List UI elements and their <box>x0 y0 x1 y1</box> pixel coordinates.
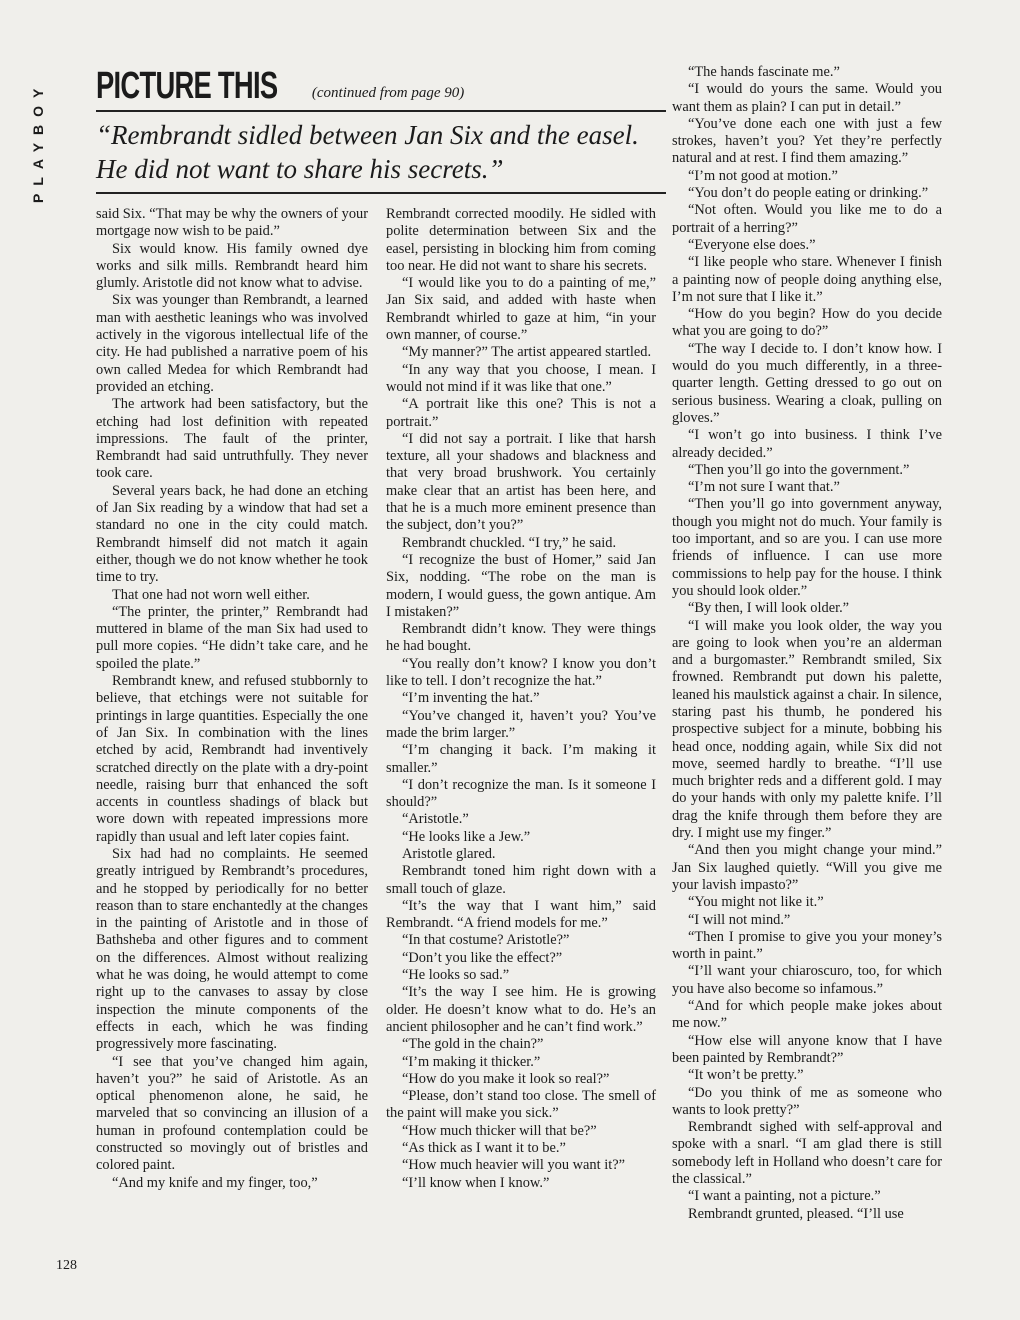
header-rule-top <box>96 110 666 112</box>
paragraph: That one had not worn well either. <box>112 586 310 603</box>
paragraph: “And my knife and my finger, too,” <box>112 1174 318 1191</box>
paragraph: “A portrait like this one? This is not a portrait.” <box>386 396 656 430</box>
paragraph: “He looks like a Jew.” <box>402 828 531 845</box>
paragraph: “I won’t go into business. I think I’ve already decided.” <box>672 427 942 461</box>
paragraph: “Then you’ll go into government anyway, though you might not do much. Your family is too important, and so are you. I can use more friends of influence. I can use more commissions to help pay for the house. I think you should look older.” <box>672 496 942 599</box>
paragraph: “The gold in the chain?” <box>402 1036 544 1053</box>
paragraph: “The hands fascinate me.” <box>688 64 840 80</box>
text-column-3 <box>672 64 942 1223</box>
paragraph: “I’m not sure I want that.” <box>688 479 840 496</box>
paragraph: Six was younger than Rembrandt, a learned man with aesthetic leanings who was involved actively in the vigorous intellectual life of the city. He had published a narrative poem of his own called Medea for which Rembrandt had provided an etching. <box>96 292 368 395</box>
paragraph: “I’m not good at motion.” <box>688 167 838 184</box>
paragraph: “It’s the way that I want him,” said Rembrandt. “A friend models for me.” <box>386 897 656 932</box>
paragraph: Aristotle glared. <box>402 845 496 862</box>
paragraph: “I did not say a portrait. I like that harsh texture, all your shadows and blackness and that very broad brushwork. You certainly make clear that an artist has been here, and that he is a much more eminent presence than the subject, don’t you?” <box>386 430 656 534</box>
paragraph: “It’s the way I see him. He is growing older. He doesn’t know what to do. He’s an ancient philosopher and he can’t find work.” <box>386 984 656 1035</box>
paragraph: The artwork had been satisfactory, but the etching had lost definition with repeated impressions. The fault of the printer, Rembrandt had said untruthfully. They never took care. <box>96 396 368 482</box>
paragraph: “I will not mind.” <box>688 911 791 928</box>
paragraph: “The way I decide to. I don’t know how. I would do you much differently, in a three-quarter length. Getting dressed to go out on serious business. Wearing a cloak, pulling on gloves.” <box>672 340 942 426</box>
paragraph: “Do you think of me as someone who wants to look pretty?” <box>672 1084 942 1118</box>
paragraph: “I’ll want your chiaroscuro, too, for which you have also become so infamous.” <box>672 963 942 997</box>
paragraph: “How else will anyone know that I have been painted by Rembrandt?” <box>672 1032 942 1066</box>
paragraph: “And then you might change your mind.” Jan Six laughed quietly. “Will you give me your lavish impasto?” <box>672 842 942 893</box>
text-column-1 <box>96 206 368 1192</box>
pull-quote: “Rembrandt sidled between Jan Six and the easel. He did not want to share his secrets.” <box>96 120 639 184</box>
paragraph: “By then, I will look older.” <box>688 600 850 617</box>
paragraph: “Not often. Would you like me to do a portrait of a herring?” <box>672 202 942 236</box>
paragraph: “Don’t you like the effect?” <box>402 949 563 966</box>
paragraph: “I like people who stare. Whenever I finish a painting now of people doing anything else, I’m not sure that I like it.” <box>672 254 942 305</box>
paragraph: “I see that you’ve changed him again, haven’t you?” he said of Aristotle. As an optical phenomenon alone, he said, he marveled that so convincing an illusion of a human in profound contemplation could be constructed so movingly out of bristles and colored paint. <box>96 1053 368 1174</box>
magazine-name-vertical: PLAYBOY <box>30 80 46 204</box>
paragraph: Rembrandt toned him right down with a small touch of glaze. <box>386 863 656 897</box>
paragraph: “I’ll know when I know.” <box>402 1174 550 1191</box>
paragraph: “You’ve changed it, haven’t you? You’ve made the brim larger.” <box>386 707 656 741</box>
paragraph: “He looks so sad.” <box>402 967 510 984</box>
paragraph: “I don’t recognize the man. Is it someone I should?” <box>386 776 656 811</box>
paragraph: Rembrandt corrected moodily. He sidled with polite determination between Six and the easel, persisting in blocking him from coming too near. He did not want to share his secrets. <box>386 206 656 274</box>
paragraph: “I’m inventing the hat.” <box>402 690 540 707</box>
paragraph: Rembrandt knew, and refused stubbornly to believe, that etchings were not suitable for printings in large quantities. Especially the one of Jan Six. In combination with the lines etched by acid, Rembrandt had inventively scratched directly on the plate with a dry-point needle, raising burr that enhanced the soft accents in countless shadings of black but wore down with repeated impressions more rapidly than usual and left later copies faint. <box>96 673 368 845</box>
paragraph: “I’m making it thicker.” <box>402 1053 541 1070</box>
paragraph: “Then I promise to give you your money’s worth in paint.” <box>672 928 942 963</box>
paragraph: “I would do yours the same. Would you want them as plain? I can put in detail.” <box>672 81 942 115</box>
paragraph: “You might not like it.” <box>688 894 824 911</box>
continued-note: (continued from page 90) <box>311 85 465 101</box>
title-line <box>96 66 666 106</box>
paragraph: “As thick as I want it to be.” <box>402 1140 566 1157</box>
paragraph: “In any way that you choose, I mean. I would not mind if it was like that one.” <box>386 361 656 395</box>
paragraph: “You really don’t know? I know you don’t like to tell. I don’t recognize the hat.” <box>386 655 656 690</box>
paragraph: “My manner?” The artist appeared startled. <box>402 344 652 361</box>
paragraph: “I would like you to do a painting of me,” Jan Six said, and added with haste when Rembrandt whirled to gaze at him, “in your own manner, of course.” <box>386 275 656 344</box>
paragraph: “And for which people make jokes about me now.” <box>672 998 942 1032</box>
paragraph: “You’ve done each one with just a few strokes, haven’t you? Yet they’re perfectly natural and at rest. I find them amazing.” <box>672 115 942 167</box>
paragraph: Rembrandt grunted, pleased. “I’ll use <box>688 1205 904 1222</box>
paragraph: “You don’t do people eating or drinking.” <box>688 185 929 202</box>
paragraph: “Then you’ll go into the government.” <box>688 461 910 478</box>
paragraph: “How much heavier will you want it?” <box>402 1157 625 1174</box>
paragraph: “I will make you look older, the way you are going to look when you’re an alderman and a burgomaster.” Rembrandt smiled, Six frowned. Rembrandt put down his palette, leaned his maulstick against a chair. In silence, staring past his thumb, he pondered his prospective subject for a minute, bobbing his head once, nodding again, while Six did not move, seemed hardly to breathe. “I’ll use much brighter reds and a different gold. I may do your hands with only my palette knife. I’ll drag the knife through them before they are dry. I might use my finger.” <box>672 617 942 842</box>
header-rule-bottom <box>96 192 666 194</box>
paragraph: Six would know. His family owned dye works and silk mills. Rembrandt heard him glumly. Aristotle did not know what to advise. <box>96 240 368 292</box>
page-number: 128 <box>56 1258 77 1273</box>
paragraph: “The printer, the printer,” Rembrandt had muttered in blame of the man Six had used to pull more copies. “He didn’t take care, and he spoiled the plate.” <box>96 603 368 672</box>
paragraph: Rembrandt didn’t know. They were things he had bought. <box>386 621 656 655</box>
paragraph: said Six. “That may be why the owners of your mortgage now wish to be paid.” <box>96 206 368 240</box>
paragraph: “It won’t be pretty.” <box>688 1067 804 1084</box>
paragraph: “In that costume? Aristotle?” <box>402 932 570 949</box>
text-column-2 <box>386 206 656 1192</box>
paragraph: Six had had no complaints. He seemed greatly intrigued by Rembrandt’s procedures, and he stopped by periodically for no better reason than to stare enchantedly at the changes in the painting of Aristotle and in those of Bathsheba and other figures and to comment on the differences. Almost without realizing what he was doing, he would attempt to come right up to the canvases to assay by close inspection the minute components of the effects in each, which he was finding progressively more fascinating. <box>96 845 368 1053</box>
paragraph: “I want a painting, not a picture.” <box>688 1188 881 1205</box>
paragraph: “Aristotle.” <box>402 811 469 828</box>
paragraph: “I’m changing it back. I’m making it smaller.” <box>386 742 656 776</box>
paragraph: “How much thicker will that be?” <box>402 1122 597 1139</box>
paragraph: “How do you make it look so real?” <box>402 1070 610 1087</box>
paragraph: Several years back, he had done an etching of Jan Six reading by a window that had set a standard no one in the city could match. Rembrandt himself did not match it again either, though we do not know whether he took time to try. <box>96 482 368 586</box>
paragraph: Rembrandt chuckled. “I try,” he said. <box>402 534 617 551</box>
paragraph: “I recognize the bust of Homer,” said Jan Six, nodding. “The robe on the man is modern, I would guess, the gown antique. Am I mistaken?” <box>386 551 656 620</box>
article-header <box>96 66 666 106</box>
paragraph: “Please, don’t stand too close. The smell of the paint will make you sick.” <box>386 1088 656 1122</box>
article-title: PICTURE THIS <box>96 65 278 107</box>
paragraph: “Everyone else does.” <box>688 236 816 253</box>
paragraph: Rembrandt sighed with self-approval and spoke with a snarl. “I am glad there is still somebody left in Holland who doesn’t care for the classical.” <box>672 1119 942 1187</box>
paragraph: “How do you begin? How do you decide what you are going to do?” <box>672 306 942 340</box>
